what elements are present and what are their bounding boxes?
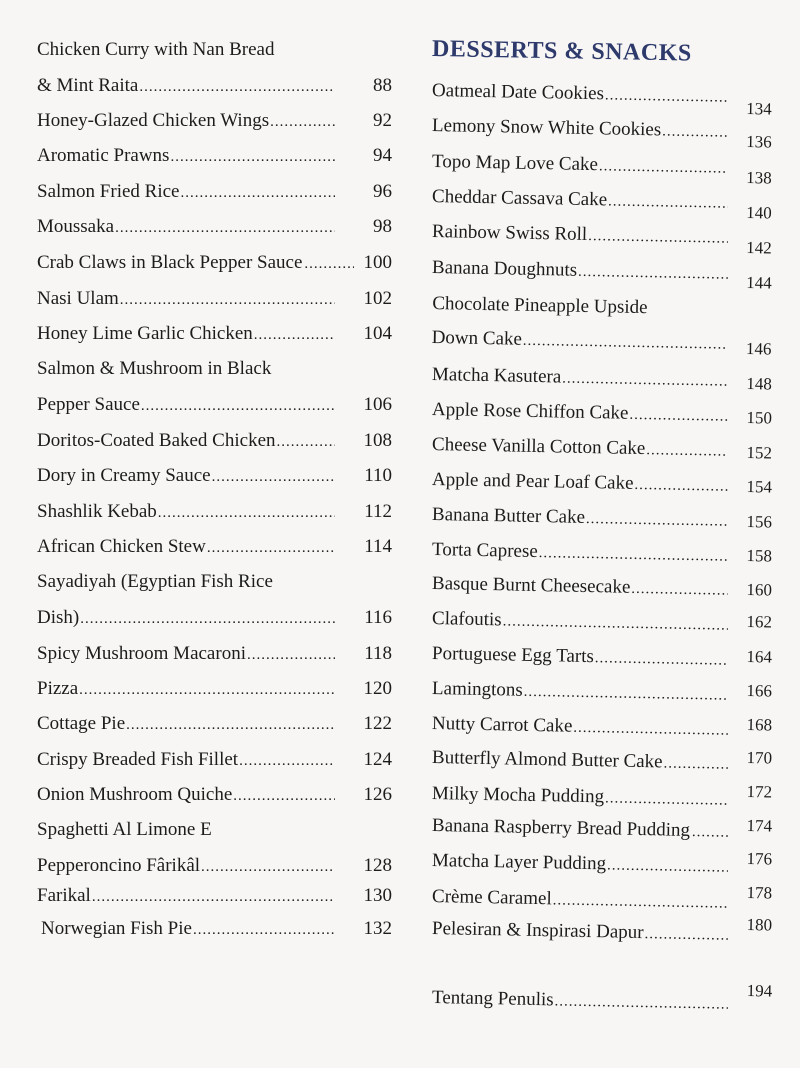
toc-entry[interactable] xyxy=(37,501,392,524)
toc-entry[interactable] xyxy=(432,504,772,534)
toc-entry[interactable] xyxy=(432,850,772,880)
entry-page-number: 92 xyxy=(373,110,392,131)
toc-entry[interactable] xyxy=(37,323,392,346)
toc-entry[interactable] xyxy=(37,358,392,417)
entry-page-number: 194 xyxy=(746,981,773,1001)
toc-entry[interactable] xyxy=(37,252,392,275)
entry-page-number: 110 xyxy=(364,465,392,486)
dot-leader xyxy=(126,714,335,736)
dot-leader xyxy=(646,439,728,463)
dot-leader xyxy=(170,146,335,168)
toc-entry[interactable] xyxy=(432,434,772,464)
toc-entry[interactable] xyxy=(431,981,773,1017)
entry-title: African Chicken Stew xyxy=(37,536,206,557)
entry-page-number: 176 xyxy=(746,849,773,869)
dot-leader xyxy=(562,368,728,393)
entry-page-number: 130 xyxy=(363,885,392,906)
entry-page-number: 100 xyxy=(363,252,392,273)
toc-entry[interactable] xyxy=(432,815,772,845)
toc-entry[interactable] xyxy=(37,536,392,559)
entry-title: Moussaka xyxy=(37,216,115,237)
entry-title: Salmon & Mushroom in Black xyxy=(37,358,272,379)
entry-page-number: 98 xyxy=(373,216,392,237)
entry-title: Dory in Creamy Sauce xyxy=(37,465,211,486)
toc-entry[interactable] xyxy=(37,288,392,311)
toc-entry[interactable] xyxy=(431,115,772,152)
dot-leader xyxy=(247,644,335,666)
entry-title: Spicy Mushroom Macaroni xyxy=(37,643,246,664)
entry-page-number: 108 xyxy=(363,430,392,451)
entry-title: Apple Rose Chiffon Cake xyxy=(431,399,629,424)
toc-entry[interactable] xyxy=(432,678,772,708)
entry-page-number: 166 xyxy=(746,681,773,701)
dot-leader xyxy=(634,474,728,498)
toc-entry[interactable] xyxy=(431,293,772,357)
entry-title: Milky Mocha Pudding xyxy=(431,783,605,808)
dot-leader xyxy=(79,679,335,701)
toc-entry[interactable] xyxy=(37,571,392,630)
entry-title: Honey Lime Garlic Chicken xyxy=(37,323,253,344)
toc-entry[interactable] xyxy=(37,181,392,204)
entry-title: Cheddar Cassava Cake xyxy=(431,186,608,211)
entry-title: Lemony Snow White Cookies xyxy=(431,115,662,141)
dot-leader xyxy=(539,542,729,568)
dot-leader xyxy=(629,404,728,428)
toc-entry[interactable] xyxy=(431,883,773,916)
entry-page-number: 116 xyxy=(364,607,392,628)
entry-title: Matcha Kasutera xyxy=(431,364,562,388)
entry-title: Shashlik Kebab xyxy=(37,501,157,522)
entry-page-number: 104 xyxy=(363,323,392,344)
entry-title: Onion Mushroom Quiche xyxy=(37,784,233,805)
entry-title: Oatmeal Date Cookies xyxy=(431,80,605,105)
entry-title: Dish) xyxy=(37,607,80,628)
entry-page-number: 158 xyxy=(746,546,773,566)
entry-title: Honey-Glazed Chicken Wings xyxy=(37,110,270,131)
entry-title: Tentang Penulis xyxy=(431,987,554,1011)
entry-page-number: 114 xyxy=(364,536,392,557)
dot-leader xyxy=(599,155,728,179)
entry-page-number: 122 xyxy=(363,713,392,734)
entry-title: Doritos-Coated Baked Chicken xyxy=(37,430,276,451)
toc-entry[interactable] xyxy=(37,678,392,701)
dot-leader xyxy=(524,681,729,707)
entry-page-number: 156 xyxy=(746,512,773,532)
dot-leader xyxy=(254,324,335,346)
toc-entry[interactable] xyxy=(37,216,392,239)
entry-page-number: 106 xyxy=(363,394,392,415)
entry-page-number: 136 xyxy=(746,132,772,152)
dot-leader xyxy=(502,610,728,636)
toc-entry[interactable] xyxy=(432,643,772,673)
dot-leader xyxy=(115,217,335,239)
entry-page-number: 180 xyxy=(746,915,773,935)
dot-leader xyxy=(662,120,728,143)
entry-title: Portuguese Egg Tarts xyxy=(431,643,595,668)
entry-page-number: 178 xyxy=(746,883,773,903)
entry-title: Pelesiran & Inspirasi Dapur xyxy=(431,918,644,944)
dot-leader xyxy=(588,225,728,250)
entry-title: Cheese Vanilla Cotton Cake xyxy=(431,434,646,460)
entry-page-number: 152 xyxy=(746,443,773,463)
entry-page-number: 172 xyxy=(746,782,773,802)
toc-entry[interactable] xyxy=(432,747,772,777)
entry-title: Banana Raspberry Bread Pudding xyxy=(431,815,691,841)
toc-entry[interactable] xyxy=(432,469,772,499)
entry-title: Torta Caprese xyxy=(431,539,538,563)
dot-leader xyxy=(692,821,730,844)
toc-entry[interactable] xyxy=(432,399,772,429)
toc-entry[interactable] xyxy=(431,186,772,223)
dot-leader xyxy=(270,111,335,133)
dot-leader xyxy=(523,330,728,356)
entry-title: Norwegian Fish Pie xyxy=(41,918,192,939)
entry-title: Pizza xyxy=(37,678,79,699)
entry-title: Nutty Carrot Cake xyxy=(431,713,573,737)
toc-entry[interactable] xyxy=(431,915,773,948)
entry-title: Salmon Fried Rice xyxy=(37,181,180,202)
entry-page-number: 142 xyxy=(746,238,772,258)
dot-leader xyxy=(605,84,728,108)
entry-title: Pepper Sauce xyxy=(37,394,140,415)
entry-page-number: 126 xyxy=(363,784,392,805)
entry-title: Topo Map Love Cake xyxy=(431,151,599,176)
entry-page-number: 132 xyxy=(363,918,392,939)
dot-leader xyxy=(605,787,728,811)
entry-page-number: 112 xyxy=(364,501,392,522)
entry-page-number: 164 xyxy=(746,647,773,667)
entry-title: Chicken Curry with Nan Bread xyxy=(37,39,275,60)
entry-page-number: 160 xyxy=(746,580,773,600)
entry-title: Matcha Layer Pudding xyxy=(431,850,607,875)
toc-entry[interactable] xyxy=(37,885,392,908)
entry-page-number: 88 xyxy=(373,75,392,96)
entry-title: Crispy Breaded Fish Fillet xyxy=(37,749,239,770)
dot-leader xyxy=(586,508,728,533)
entry-page-number: 144 xyxy=(746,273,772,293)
toc-entry[interactable] xyxy=(431,221,772,258)
entry-title: Basque Burnt Cheesecake xyxy=(431,573,631,598)
dot-leader xyxy=(304,253,354,275)
toc-entry[interactable] xyxy=(431,151,772,188)
toc-entry[interactable] xyxy=(37,39,392,98)
toc-entry[interactable] xyxy=(37,643,392,666)
entry-page-number: 134 xyxy=(746,99,772,119)
dot-leader xyxy=(607,854,728,878)
entry-page-number: 148 xyxy=(746,374,773,394)
dot-leader xyxy=(663,752,728,775)
entry-page-number: 128 xyxy=(363,855,392,876)
dot-leader xyxy=(120,289,335,311)
entry-page-number: 170 xyxy=(746,748,773,768)
toc-entry[interactable] xyxy=(37,110,392,133)
entry-page-number: 102 xyxy=(363,288,392,309)
entry-title: Nasi Ulam xyxy=(37,288,119,309)
dot-leader xyxy=(201,856,335,878)
entry-title: Cottage Pie xyxy=(37,713,126,734)
entry-page-number: 118 xyxy=(364,643,392,664)
dot-leader xyxy=(553,889,729,914)
toc-entry[interactable] xyxy=(37,430,392,453)
toc-entry[interactable] xyxy=(431,80,772,119)
entry-page-number: 174 xyxy=(746,816,773,836)
dot-leader xyxy=(158,502,335,524)
dot-leader xyxy=(573,717,728,742)
entry-page-number: 154 xyxy=(746,477,773,497)
toc-entry[interactable] xyxy=(37,819,392,878)
entry-title: Sayadiyah (Egyptian Fish Rice xyxy=(37,571,273,592)
dot-leader xyxy=(207,537,335,559)
toc-entry[interactable] xyxy=(432,783,772,813)
entry-page-number: 140 xyxy=(746,203,772,223)
toc-entry[interactable] xyxy=(37,749,392,772)
entry-page-number: 146 xyxy=(745,339,772,359)
entry-page-number: 124 xyxy=(363,749,392,770)
dot-leader xyxy=(233,785,335,807)
entry-page-number: 168 xyxy=(746,715,773,735)
entry-title: Pepperoncino Fârikâl xyxy=(37,855,201,876)
dot-leader xyxy=(141,395,335,417)
dot-leader xyxy=(180,182,335,204)
dot-leader xyxy=(193,919,335,941)
entry-page-number: 138 xyxy=(746,168,772,188)
entry-title: & Mint Raita xyxy=(37,75,139,96)
toc-entry[interactable] xyxy=(432,573,772,603)
entry-page-number: 120 xyxy=(363,678,392,699)
entry-title: Butterfly Almond Butter Cake xyxy=(431,747,663,773)
toc-entry[interactable] xyxy=(432,539,772,569)
dot-leader xyxy=(644,923,728,947)
dot-leader xyxy=(212,466,335,488)
entry-title: Clafoutis xyxy=(431,608,502,631)
dot-leader xyxy=(595,647,728,672)
toc-entry[interactable] xyxy=(431,257,772,293)
dot-leader xyxy=(554,990,728,1015)
dot-leader xyxy=(631,578,728,602)
toc-entry[interactable] xyxy=(37,713,392,736)
toc-entry[interactable] xyxy=(37,784,392,807)
toc-entry[interactable] xyxy=(432,713,772,743)
entry-page-number: 162 xyxy=(746,612,773,632)
entry-page-number: 150 xyxy=(746,408,773,428)
toc-entry[interactable] xyxy=(37,145,392,168)
toc-entry[interactable] xyxy=(37,918,392,941)
toc-entry[interactable] xyxy=(432,364,772,394)
entry-title: Aromatic Prawns xyxy=(37,145,170,166)
dot-leader xyxy=(92,886,335,908)
dot-leader xyxy=(239,750,335,772)
entry-title: Banana Butter Cake xyxy=(431,504,586,528)
entry-title: Banana Doughnuts xyxy=(431,257,578,281)
dot-leader xyxy=(578,261,728,286)
toc-entry[interactable] xyxy=(432,608,772,638)
entry-title: Apple and Pear Loaf Cake xyxy=(431,469,634,494)
entry-title: Spaghetti Al Limone E xyxy=(37,819,212,840)
entry-page-number: 96 xyxy=(373,181,392,202)
entry-title: Crab Claws in Black Pepper Sauce xyxy=(37,252,303,273)
dot-leader xyxy=(139,76,335,98)
dot-leader xyxy=(80,608,335,630)
entry-title: Down Cake xyxy=(431,326,523,350)
toc-entry[interactable] xyxy=(37,465,392,488)
dot-leader xyxy=(608,190,728,214)
entry-page-number: 94 xyxy=(373,145,392,166)
dot-leader xyxy=(277,431,335,453)
entry-title: Crème Caramel xyxy=(431,886,552,910)
entry-title: Chocolate Pineapple Upside xyxy=(432,293,648,319)
entry-title: Farikal xyxy=(37,885,91,906)
entry-title: Rainbow Swiss Roll xyxy=(431,221,588,245)
entry-title: Lamingtons xyxy=(431,678,523,701)
section-heading: DESSERTS & SNACKS xyxy=(431,36,692,67)
